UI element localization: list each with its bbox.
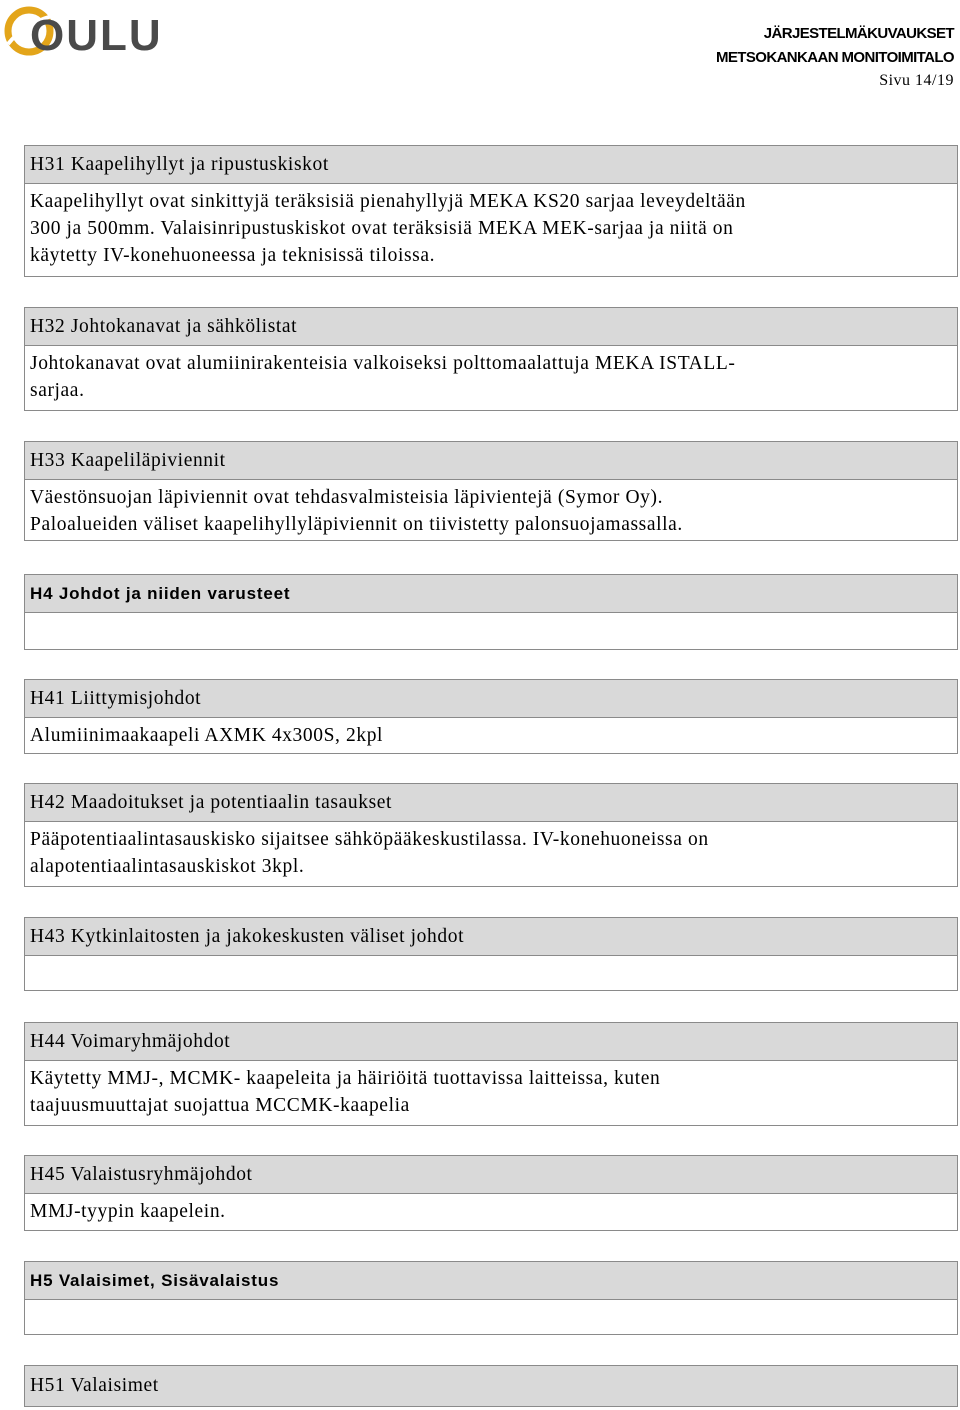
oulu-logo — [2, 2, 172, 58]
section-body-empty — [25, 1300, 957, 1304]
section-h5 — [24, 1261, 958, 1335]
section-title: H43 Kytkinlaitosten ja jakokeskusten väliset johdot — [25, 918, 957, 956]
body-line: Kaapelihyllyt ovat sinkittyjä teräksisiä pienahyllyjä MEKA KS20 sarjaa leveydeltään — [30, 191, 746, 212]
section-h43 — [24, 917, 958, 991]
body-line: Pääpotentiaalintasauskisko sijaitsee sähköpääkeskustilassa. IV-konehuoneissa on — [30, 829, 709, 850]
section-h51 — [24, 1365, 958, 1407]
body-line: Johtokanavat ovat alumiinirakenteisia valkoiseksi polttomaalattuja MEKA ISTALL- — [30, 353, 736, 374]
body-line: Alumiinimaakaapeli AXMK 4x300S, 2kpl — [30, 725, 384, 746]
section-title: H5 Valaisimet, Sisävalaistus — [25, 1262, 957, 1300]
section-body — [25, 1194, 957, 1225]
section-body — [25, 1061, 957, 1119]
section-title: H42 Maadoitukset ja potentiaalin tasaukset — [25, 784, 957, 822]
section-body — [25, 346, 957, 404]
section-h33 — [24, 441, 958, 541]
section-h42 — [24, 783, 958, 887]
section-title: H33 Kaapeliläpiviennit — [25, 442, 957, 480]
section-h31 — [24, 145, 958, 277]
document-header — [716, 22, 954, 92]
section-h45 — [24, 1155, 958, 1231]
section-h41 — [24, 679, 958, 754]
section-title: H31 Kaapelihyllyt ja ripustuskiskot — [25, 146, 957, 184]
section-h4 — [24, 574, 958, 650]
logo-text: OULU — [30, 11, 163, 58]
section-h44 — [24, 1022, 958, 1126]
body-line: alapotentiaalintasauskiskot 3kpl. — [30, 856, 305, 877]
header-title-line2: METSOKANKAAN MONITOIMITALO — [716, 49, 954, 66]
body-line: sarjaa. — [30, 380, 85, 401]
body-line: MMJ-tyypin kaapelein. — [30, 1201, 226, 1222]
section-body-empty — [25, 956, 957, 960]
body-line: taajuusmuuttajat suojattua MCCMK-kaapelia — [30, 1095, 410, 1116]
section-body — [25, 184, 957, 269]
page-number: Sivu 14/19 — [879, 72, 954, 89]
section-body — [25, 480, 957, 538]
section-body — [25, 822, 957, 880]
section-title: H32 Johtokanavat ja sähkölistat — [25, 308, 957, 346]
body-line: Paloalueiden väliset kaapelihyllyläpiviennit on tiivistetty palonsuojamassalla. — [30, 514, 683, 535]
section-title: H44 Voimaryhmäjohdot — [25, 1023, 957, 1061]
section-body — [25, 718, 957, 749]
body-line: 300 ja 500mm. Valaisinripustuskiskot ovat teräksisiä MEKA MEK-sarjaa ja niitä on — [30, 218, 734, 239]
section-h32 — [24, 307, 958, 411]
header-title-line1: JÄRJESTELMÄKUVAUKSET — [763, 25, 954, 42]
section-title: H4 Johdot ja niiden varusteet — [25, 575, 957, 613]
section-body-empty — [25, 613, 957, 617]
section-title: H51 Valaisimet — [25, 1366, 957, 1406]
section-title: H45 Valaistusryhmäjohdot — [25, 1156, 957, 1194]
body-line: Väestönsuojan läpiviennit ovat tehdasvalmisteisia läpivientejä (Symor Oy). — [30, 487, 664, 508]
body-line: käytetty IV-konehuoneessa ja teknisissä tiloissa. — [30, 245, 436, 266]
body-line: Käytetty MMJ-, MCMK- kaapeleita ja häiriöitä tuottavissa laitteissa, kuten — [30, 1068, 661, 1089]
section-title: H41 Liittymisjohdot — [25, 680, 957, 718]
